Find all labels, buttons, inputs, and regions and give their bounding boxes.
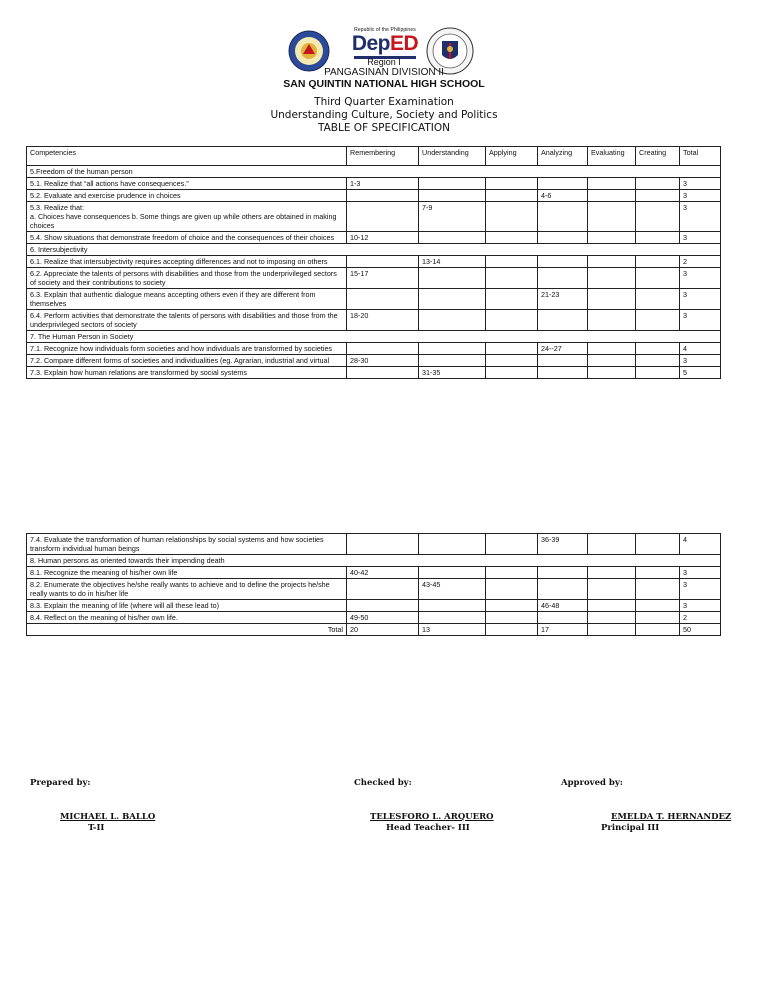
competency-row: [27, 612, 721, 624]
category-label: 5.Freedom of the human person: [27, 166, 721, 178]
competency-cell: 7.3. Explain how human relations are transformed by social systems: [27, 367, 347, 379]
competency-row: [27, 567, 721, 579]
item-range-cell: [486, 534, 538, 555]
competency-cell: 6.4. Perform activities that demonstrate the talents of persons with disabilities and those from the underprivileged sectors of society: [27, 310, 347, 331]
item-range-cell: [588, 202, 636, 232]
item-range-cell: [486, 355, 538, 367]
competency-row: [27, 178, 721, 190]
category-label: 8. Human persons as oriented towards their impending death: [27, 555, 721, 567]
item-range-cell: [486, 268, 538, 289]
item-range-cell: [347, 579, 419, 600]
item-range-cell: [636, 202, 680, 232]
competency-cell: 7.4. Evaluate the transformation of human relationships by social systems and how societies transform individual human beings: [27, 534, 347, 555]
column-header: Creating: [636, 147, 680, 166]
item-range-cell: [347, 289, 419, 310]
item-range-cell: 18-20: [347, 310, 419, 331]
approved-by-name: EMELDA T. HERNANDEZ: [611, 812, 732, 822]
column-header: Applying: [486, 147, 538, 166]
item-range-cell: [588, 567, 636, 579]
republic-text: Republic of the Philippines: [354, 27, 416, 33]
item-range-cell: [636, 534, 680, 555]
item-range-cell: 21-23: [538, 289, 588, 310]
item-range-cell: [347, 190, 419, 202]
competency-cell: 8.3. Explain the meaning of life (where will all these lead to): [27, 600, 347, 612]
total-cell: 3: [680, 600, 721, 612]
item-range-cell: [636, 579, 680, 600]
column-header: Understanding: [419, 147, 486, 166]
item-range-cell: [486, 190, 538, 202]
total-cell: 50: [680, 624, 721, 636]
checked-by-title: Head Teacher- III: [386, 823, 470, 833]
total-cell: 2: [680, 256, 721, 268]
item-range-cell: [419, 612, 486, 624]
item-range-cell: 43-45: [419, 579, 486, 600]
item-range-cell: [636, 190, 680, 202]
item-range-cell: 17: [538, 624, 588, 636]
competency-row: [27, 232, 721, 244]
item-range-cell: [588, 310, 636, 331]
item-range-cell: [347, 600, 419, 612]
total-label: Total: [27, 624, 347, 636]
item-range-cell: [419, 232, 486, 244]
category-row: [27, 166, 721, 178]
region-text: Region I: [367, 57, 401, 67]
competency-row: [27, 190, 721, 202]
subject-title: Understanding Culture, Society and Politics: [270, 109, 498, 121]
item-range-cell: [538, 567, 588, 579]
item-range-cell: [419, 289, 486, 310]
total-cell: 3: [680, 232, 721, 244]
item-range-cell: 20: [347, 624, 419, 636]
item-range-cell: [538, 202, 588, 232]
approved-by-label: Approved by:: [561, 778, 623, 788]
item-range-cell: [588, 268, 636, 289]
competency-cell: 7.1. Recognize how individuals form societies and how individuals are transformed by societies: [27, 343, 347, 355]
total-cell: 3: [680, 579, 721, 600]
item-range-cell: [636, 355, 680, 367]
item-range-cell: 36-39: [538, 534, 588, 555]
item-range-cell: [538, 232, 588, 244]
item-range-cell: [347, 534, 419, 555]
tos-title: TABLE OF SPECIFICATION: [318, 122, 450, 134]
item-range-cell: [636, 343, 680, 355]
competency-cell: 5.3. Realize that: a. Choices have consequences b. Some things are given up while others are obtained in making choices: [27, 202, 347, 232]
item-range-cell: [419, 310, 486, 331]
total-cell: 2: [680, 612, 721, 624]
item-range-cell: [486, 178, 538, 190]
deped-wordmark: DepED: [351, 32, 419, 55]
item-range-cell: [636, 256, 680, 268]
item-range-cell: [636, 612, 680, 624]
checked-by-name: TELESFORO L. ARQUERO: [370, 812, 494, 822]
item-range-cell: [636, 268, 680, 289]
exam-title: Third Quarter Examination: [314, 96, 454, 108]
item-range-cell: [347, 367, 419, 379]
prepared-by-name: MICHAEL L. BALLO: [60, 812, 156, 822]
item-range-cell: [538, 367, 588, 379]
category-row: [27, 331, 721, 343]
item-range-cell: [588, 178, 636, 190]
column-header: Evaluating: [588, 147, 636, 166]
item-range-cell: [636, 232, 680, 244]
total-cell: 3: [680, 310, 721, 331]
column-header: Competencies: [27, 147, 347, 166]
item-range-cell: [538, 256, 588, 268]
item-range-cell: [588, 367, 636, 379]
item-range-cell: [588, 232, 636, 244]
item-range-cell: 28-30: [347, 355, 419, 367]
item-range-cell: 4-6: [538, 190, 588, 202]
item-range-cell: [636, 289, 680, 310]
item-range-cell: [486, 624, 538, 636]
item-range-cell: [588, 289, 636, 310]
item-range-cell: [486, 256, 538, 268]
competency-cell: 6.3. Explain that authentic dialogue means accepting others even if they are different from themselves: [27, 289, 347, 310]
competency-row: [27, 268, 721, 289]
school-name: SAN QUINTIN NATIONAL HIGH SCHOOL: [283, 78, 485, 90]
item-range-cell: [636, 624, 680, 636]
item-range-cell: [588, 612, 636, 624]
total-cell: 3: [680, 202, 721, 232]
item-range-cell: [538, 579, 588, 600]
item-range-cell: [419, 268, 486, 289]
item-range-cell: [486, 567, 538, 579]
item-range-cell: [538, 612, 588, 624]
item-range-cell: [419, 343, 486, 355]
prepared-by-label: Prepared by:: [30, 778, 91, 788]
item-range-cell: [636, 567, 680, 579]
item-range-cell: 13-14: [419, 256, 486, 268]
item-range-cell: [588, 579, 636, 600]
category-label: 6. Intersubjectivity: [27, 244, 721, 256]
item-range-cell: 46-48: [538, 600, 588, 612]
column-header: Analyzing: [538, 147, 588, 166]
competency-cell: 5.4. Show situations that demonstrate freedom of choice and the consequences of their choices: [27, 232, 347, 244]
competency-row: [27, 579, 721, 600]
total-row: [27, 624, 721, 636]
document-header: [0, 22, 768, 142]
item-range-cell: [486, 579, 538, 600]
item-range-cell: [419, 534, 486, 555]
competency-row: [27, 367, 721, 379]
item-range-cell: [588, 256, 636, 268]
item-range-cell: [538, 310, 588, 331]
category-row: [27, 244, 721, 256]
item-range-cell: 1-3: [347, 178, 419, 190]
item-range-cell: 40-42: [347, 567, 419, 579]
item-range-cell: [486, 232, 538, 244]
item-range-cell: [419, 600, 486, 612]
item-range-cell: 31-35: [419, 367, 486, 379]
item-range-cell: 10-12: [347, 232, 419, 244]
item-range-cell: 13: [419, 624, 486, 636]
item-range-cell: [419, 567, 486, 579]
item-range-cell: [538, 355, 588, 367]
item-range-cell: [636, 310, 680, 331]
total-cell: 5: [680, 367, 721, 379]
item-range-cell: [636, 600, 680, 612]
total-cell: 3: [680, 289, 721, 310]
item-range-cell: 7-9: [419, 202, 486, 232]
specification-table-part-2: [26, 533, 721, 636]
header-row: [27, 147, 721, 166]
item-range-cell: [419, 355, 486, 367]
column-header: Remembering: [347, 147, 419, 166]
item-range-cell: [486, 289, 538, 310]
item-range-cell: [538, 268, 588, 289]
item-range-cell: [588, 624, 636, 636]
item-range-cell: [486, 367, 538, 379]
approved-by-title: Principal III: [601, 823, 660, 833]
item-range-cell: [588, 355, 636, 367]
competency-cell: 6.2. Appreciate the talents of persons with disabilities and those from the underprivileged sectors of society and their contributions to society: [27, 268, 347, 289]
competency-cell: 8.1. Recognize the meaning of his/her own life: [27, 567, 347, 579]
item-range-cell: [486, 612, 538, 624]
item-range-cell: [419, 190, 486, 202]
item-range-cell: [636, 178, 680, 190]
item-range-cell: [486, 343, 538, 355]
total-cell: 3: [680, 178, 721, 190]
checked-by-label: Checked by:: [354, 778, 412, 788]
competency-row: [27, 534, 721, 555]
total-cell: 3: [680, 190, 721, 202]
item-range-cell: [347, 343, 419, 355]
item-range-cell: [588, 190, 636, 202]
competency-row: [27, 202, 721, 232]
item-range-cell: [347, 256, 419, 268]
competency-cell: 8.4. Reflect on the meaning of his/her own life.: [27, 612, 347, 624]
competency-row: [27, 343, 721, 355]
item-range-cell: [347, 202, 419, 232]
competency-cell: 5.1. Realize that “all actions have consequences.”: [27, 178, 347, 190]
competency-row: [27, 355, 721, 367]
item-range-cell: [588, 343, 636, 355]
item-range-cell: [486, 202, 538, 232]
item-range-cell: [486, 600, 538, 612]
total-cell: 3: [680, 268, 721, 289]
item-range-cell: 15-17: [347, 268, 419, 289]
category-label: 7. The Human Person in Society: [27, 331, 721, 343]
column-header: Total: [680, 147, 721, 166]
item-range-cell: [538, 178, 588, 190]
total-cell: 3: [680, 567, 721, 579]
specification-table-part-1: [26, 146, 721, 379]
competency-cell: 5.2. Evaluate and exercise prudence in choices: [27, 190, 347, 202]
total-cell: 4: [680, 343, 721, 355]
category-row: [27, 555, 721, 567]
division-text: PANGASINAN DIVISION II: [324, 67, 444, 78]
item-range-cell: [486, 310, 538, 331]
item-range-cell: [636, 367, 680, 379]
item-range-cell: [588, 534, 636, 555]
item-range-cell: 24--27: [538, 343, 588, 355]
item-range-cell: [419, 178, 486, 190]
item-range-cell: [588, 600, 636, 612]
total-cell: 4: [680, 534, 721, 555]
competency-row: [27, 256, 721, 268]
competency-row: [27, 310, 721, 331]
competency-cell: 7.2. Compare different forms of societies and individualities (eg. Agrarian, industrial and virtual: [27, 355, 347, 367]
total-cell: 3: [680, 355, 721, 367]
competency-cell: 6.1. Realize that intersubjectivity requires accepting differences and not to imposing on others: [27, 256, 347, 268]
competency-row: [27, 600, 721, 612]
item-range-cell: 49-50: [347, 612, 419, 624]
competency-cell: 8.2. Enumerate the objectives he/she really wants to achieve and to define the projects he/she really wants to do in his/her life: [27, 579, 347, 600]
prepared-by-title: T-II: [88, 823, 105, 833]
competency-row: [27, 289, 721, 310]
